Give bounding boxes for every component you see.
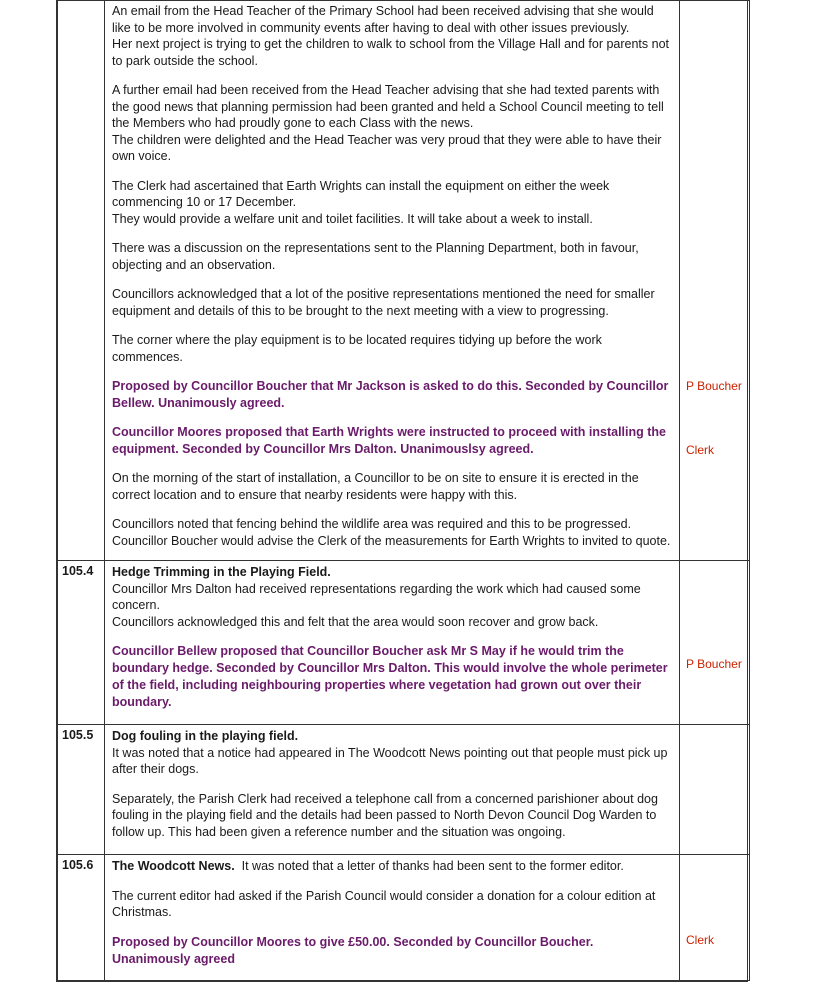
paragraph: On the morning of the start of installation, a Councillor to be on site to ensure it is erected in the correct location and to ensure that nearby residents were happy with this. (112, 471, 639, 502)
action-owner: P Boucher (686, 379, 742, 393)
paragraph: Separately, the Parish Clerk had received a telephone call from a concerned parishioner about dog fouling in the playing field and the details had been passed to North Devon Council Dog Warden to follow up. This had been given a reference number and the situation was ongoing. (112, 791, 658, 839)
paragraph: An email from the Head Teacher of the Primary School had been received advising that she would like to be more involved in community events after having to deal with other issues previously. Her next project is trying to get the children to walk to school from the Village Hall and for parents not to park outside the school. (112, 4, 670, 68)
item-body-cell (105, 725, 680, 855)
item-heading-rest: It was noted that a letter of thanks had been sent to the former editor. (234, 859, 624, 873)
action-owner: Clerk (686, 933, 715, 947)
item-number: 105.4 (58, 561, 105, 725)
item-number-cell (58, 1, 105, 561)
resolution-text: Councillor Bellew proposed that Councillor Boucher ask Mr S May if he would trim the boundary hedge. Seconded by Councillor Mrs Dalton. This would involve the whole perimeter of the field, including neighbouring properties where vegetation had grown out over their boundary. (112, 644, 668, 709)
paragraph: The corner where the play equipment is to be located requires tidying up before the work commences. (112, 333, 602, 364)
action-cell (680, 1, 750, 561)
minutes-table (57, 0, 750, 981)
action-owner: P Boucher (686, 657, 742, 671)
paragraph: It was noted that a notice had appeared in The Woodcott News pointing out that people must pick up after their dogs. (112, 745, 668, 776)
paragraph: Councillor Mrs Dalton had received representations regarding the work which had caused some concern. Councillors acknowledged this and felt that the area would soon recover and grow back. (112, 581, 641, 629)
action-cell (680, 725, 750, 855)
resolution-text: Proposed by Councillor Boucher that Mr Jackson is asked to do this. Seconded by Councillor Bellew. Unanimously agreed. (112, 379, 669, 410)
minutes-page (56, 0, 748, 982)
minutes-row-105-5 (58, 725, 750, 855)
resolution-text: Councillor Moores proposed that Earth Wrights were instructed to proceed with installing the equipment. Seconded by Councillor Mrs Dalton. Unanimouslsy agreed. (112, 425, 666, 456)
paragraph: The Clerk had ascertained that Earth Wrights can install the equipment on either the week commencing 10 or 17 December. They would provide a welfare unit and toilet facilities. It will take about a week to install. (112, 178, 610, 226)
minutes-row-105-6 (58, 855, 750, 981)
item-body-cell (105, 855, 680, 981)
item-heading: Dog fouling in the playing field. (112, 729, 299, 743)
action-owner: Clerk (686, 443, 715, 457)
item-heading: Hedge Trimming in the Playing Field. (112, 565, 331, 579)
action-cell (680, 561, 750, 725)
item-heading: The Woodcott News. (112, 859, 235, 873)
resolution-text: Proposed by Councillor Moores to give £50.00. Seconded by Councillor Boucher. Unanimously agreed (112, 934, 594, 966)
paragraph: The current editor had asked if the Parish Council would consider a donation for a colour edition at Christmas. (112, 888, 656, 919)
item-heading-line (112, 858, 673, 875)
action-cell (680, 855, 750, 981)
paragraph: A further email had been received from the Head Teacher advising that she had texted parents with the good news that planning permission had been granted and held a School Council meeting to tell the Members who had proudly gone to each Class with the news. The children were delighted and the Head Teacher was very proud that they were able to have their own voice. (112, 83, 664, 163)
minutes-row-105-4 (58, 561, 750, 725)
item-number: 105.6 (58, 855, 105, 981)
item-number: 105.5 (58, 725, 105, 855)
paragraph: Councillors noted that fencing behind the wildlife area was required and this to be progressed. Councillor Boucher would advise the Clerk of the measurements for Earth Wrights to invited to quote. (112, 517, 671, 548)
paragraph: There was a discussion on the representations sent to the Planning Department, both in favour, objecting and an observation. (112, 241, 639, 272)
paragraph: Councillors acknowledged that a lot of the positive representations mentioned the need for smaller equipment and details of this to be brought to the next meeting with a view to progressing. (112, 287, 655, 318)
minutes-row-play-equipment (58, 1, 750, 561)
item-body-cell (105, 1, 680, 561)
item-body-cell (105, 561, 680, 725)
